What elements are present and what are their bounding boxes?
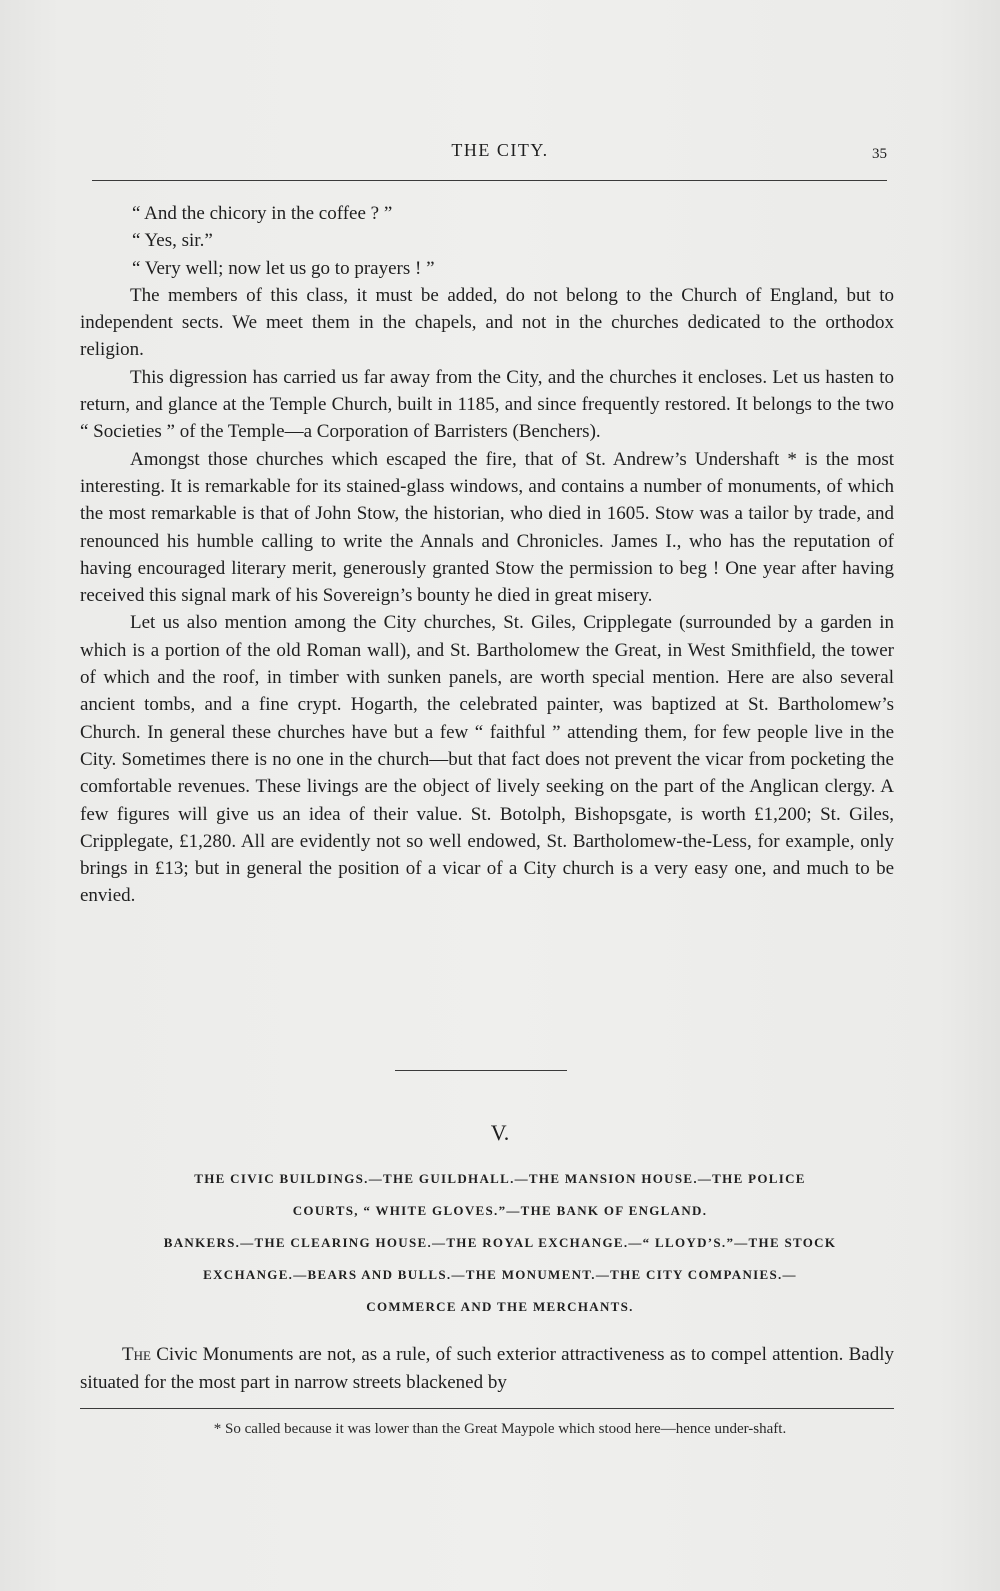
contents-line: EXCHANGE.—BEARS AND BULLS.—THE MONUMENT.—THE CITY COMPANIES.—	[203, 1267, 797, 1282]
section-opening	[80, 1341, 894, 1397]
dialogue-line: “ And the chicory in the coffee ? ”	[132, 203, 393, 224]
dialogue-line: “ Yes, sir.”	[132, 230, 213, 252]
opening-text: Civic Monuments are not, as a rule, of such exterior attractiveness as to compel attention. Badly situated for the most part in narrow streets blackened by	[80, 1344, 894, 1393]
contents-line: BANKERS.—THE CLEARING HOUSE.—THE ROYAL EXCHANGE.—“ LLOYD’S.”—THE STOCK	[163, 1235, 837, 1250]
page-number: 35	[872, 146, 887, 162]
contents-line: THE CIVIC BUILDINGS.—THE GUILDHALL.—THE MANSION HOUSE.—THE POLICE	[194, 1171, 806, 1186]
paragraph: Let us also mention among the City churches, St. Giles, Cripplegate (surrounded by a garden in which is a portion of the old Roman wall), and St. Bartholomew the Great, in West Smithfield, the tower of which and the roof, in timber with sunken panels, are worth special mention. Here are also several ancient tombs, and a fine crypt. Hogarth, the celebrated painter, was baptized at St. Bartholomew’s Church. In general these churches have but a few “ faithful ” attending them, for few people live in the City. Sometimes there is no one in the church—but that fact does not prevent the vicar from pocketing the comfortable revenues. These livings are the object of lively seeking on the part of the Anglican clergy. A few figures will give us an idea of their value. St. Botolph, Bishopsgate, is worth £1,200; St. Giles, Cripplegate, £1,280. All are evidently not so well endowed, St. Bartholomew-the-Less, for example, only brings in £13; but in general the position of a vicar of a City church is a very easy one, and much to be envied.	[80, 612, 894, 907]
section-divider	[395, 1070, 567, 1071]
paragraph: The members of this class, it must be added, do not belong to the Church of England, but to independent sects. We meet them in the chapels, and not in the churches dedicated to the orthodox religion.	[80, 284, 894, 361]
footnote-rule	[80, 1408, 894, 1409]
running-title: THE CITY.	[451, 140, 549, 160]
header-rule	[92, 180, 887, 181]
opening-first-word: The	[122, 1344, 151, 1365]
opening-paragraph	[80, 1341, 894, 1397]
body-text	[80, 200, 894, 910]
paragraph: Amongst those churches which escaped the fire, that of St. Andrew’s Undershaft * is the most interesting. It is remarkable for its stained-glass windows, and contains a number of monuments, of which the most remarkable is that of John Stow, the historian, who died in 1605. Stow was a tailor by trade, and renounced his humble calling to write the Annals and Chronicles. James I., who has the reputation of having encouraged literary merit, generously granted Stow the permission to beg ! One year after having received this signal mark of his Sovereign’s bounty he died in great misery.	[80, 448, 894, 607]
contents-line: COURTS, “ WHITE GLOVES.”—THE BANK OF ENGLAND.	[292, 1203, 708, 1218]
paragraph: This digression has carried us far away from the City, and the churches it encloses. Let us hasten to return, and glance at the Temple Church, built in 1185, and since frequently restored. It belongs to the two “ Societies ” of the Temple—a Corporation of Barristers (Benchers).	[80, 366, 894, 443]
contents-line: COMMERCE AND THE MERCHANTS.	[366, 1299, 634, 1314]
footnote: * So called because it was lower than the Great Maypole which stood here—hence under-shaft.	[213, 1421, 787, 1437]
dialogue-line: “ Very well; now let us go to prayers ! ”	[132, 257, 435, 279]
section-numeral: V.	[490, 1120, 510, 1145]
section-contents	[80, 1163, 920, 1323]
